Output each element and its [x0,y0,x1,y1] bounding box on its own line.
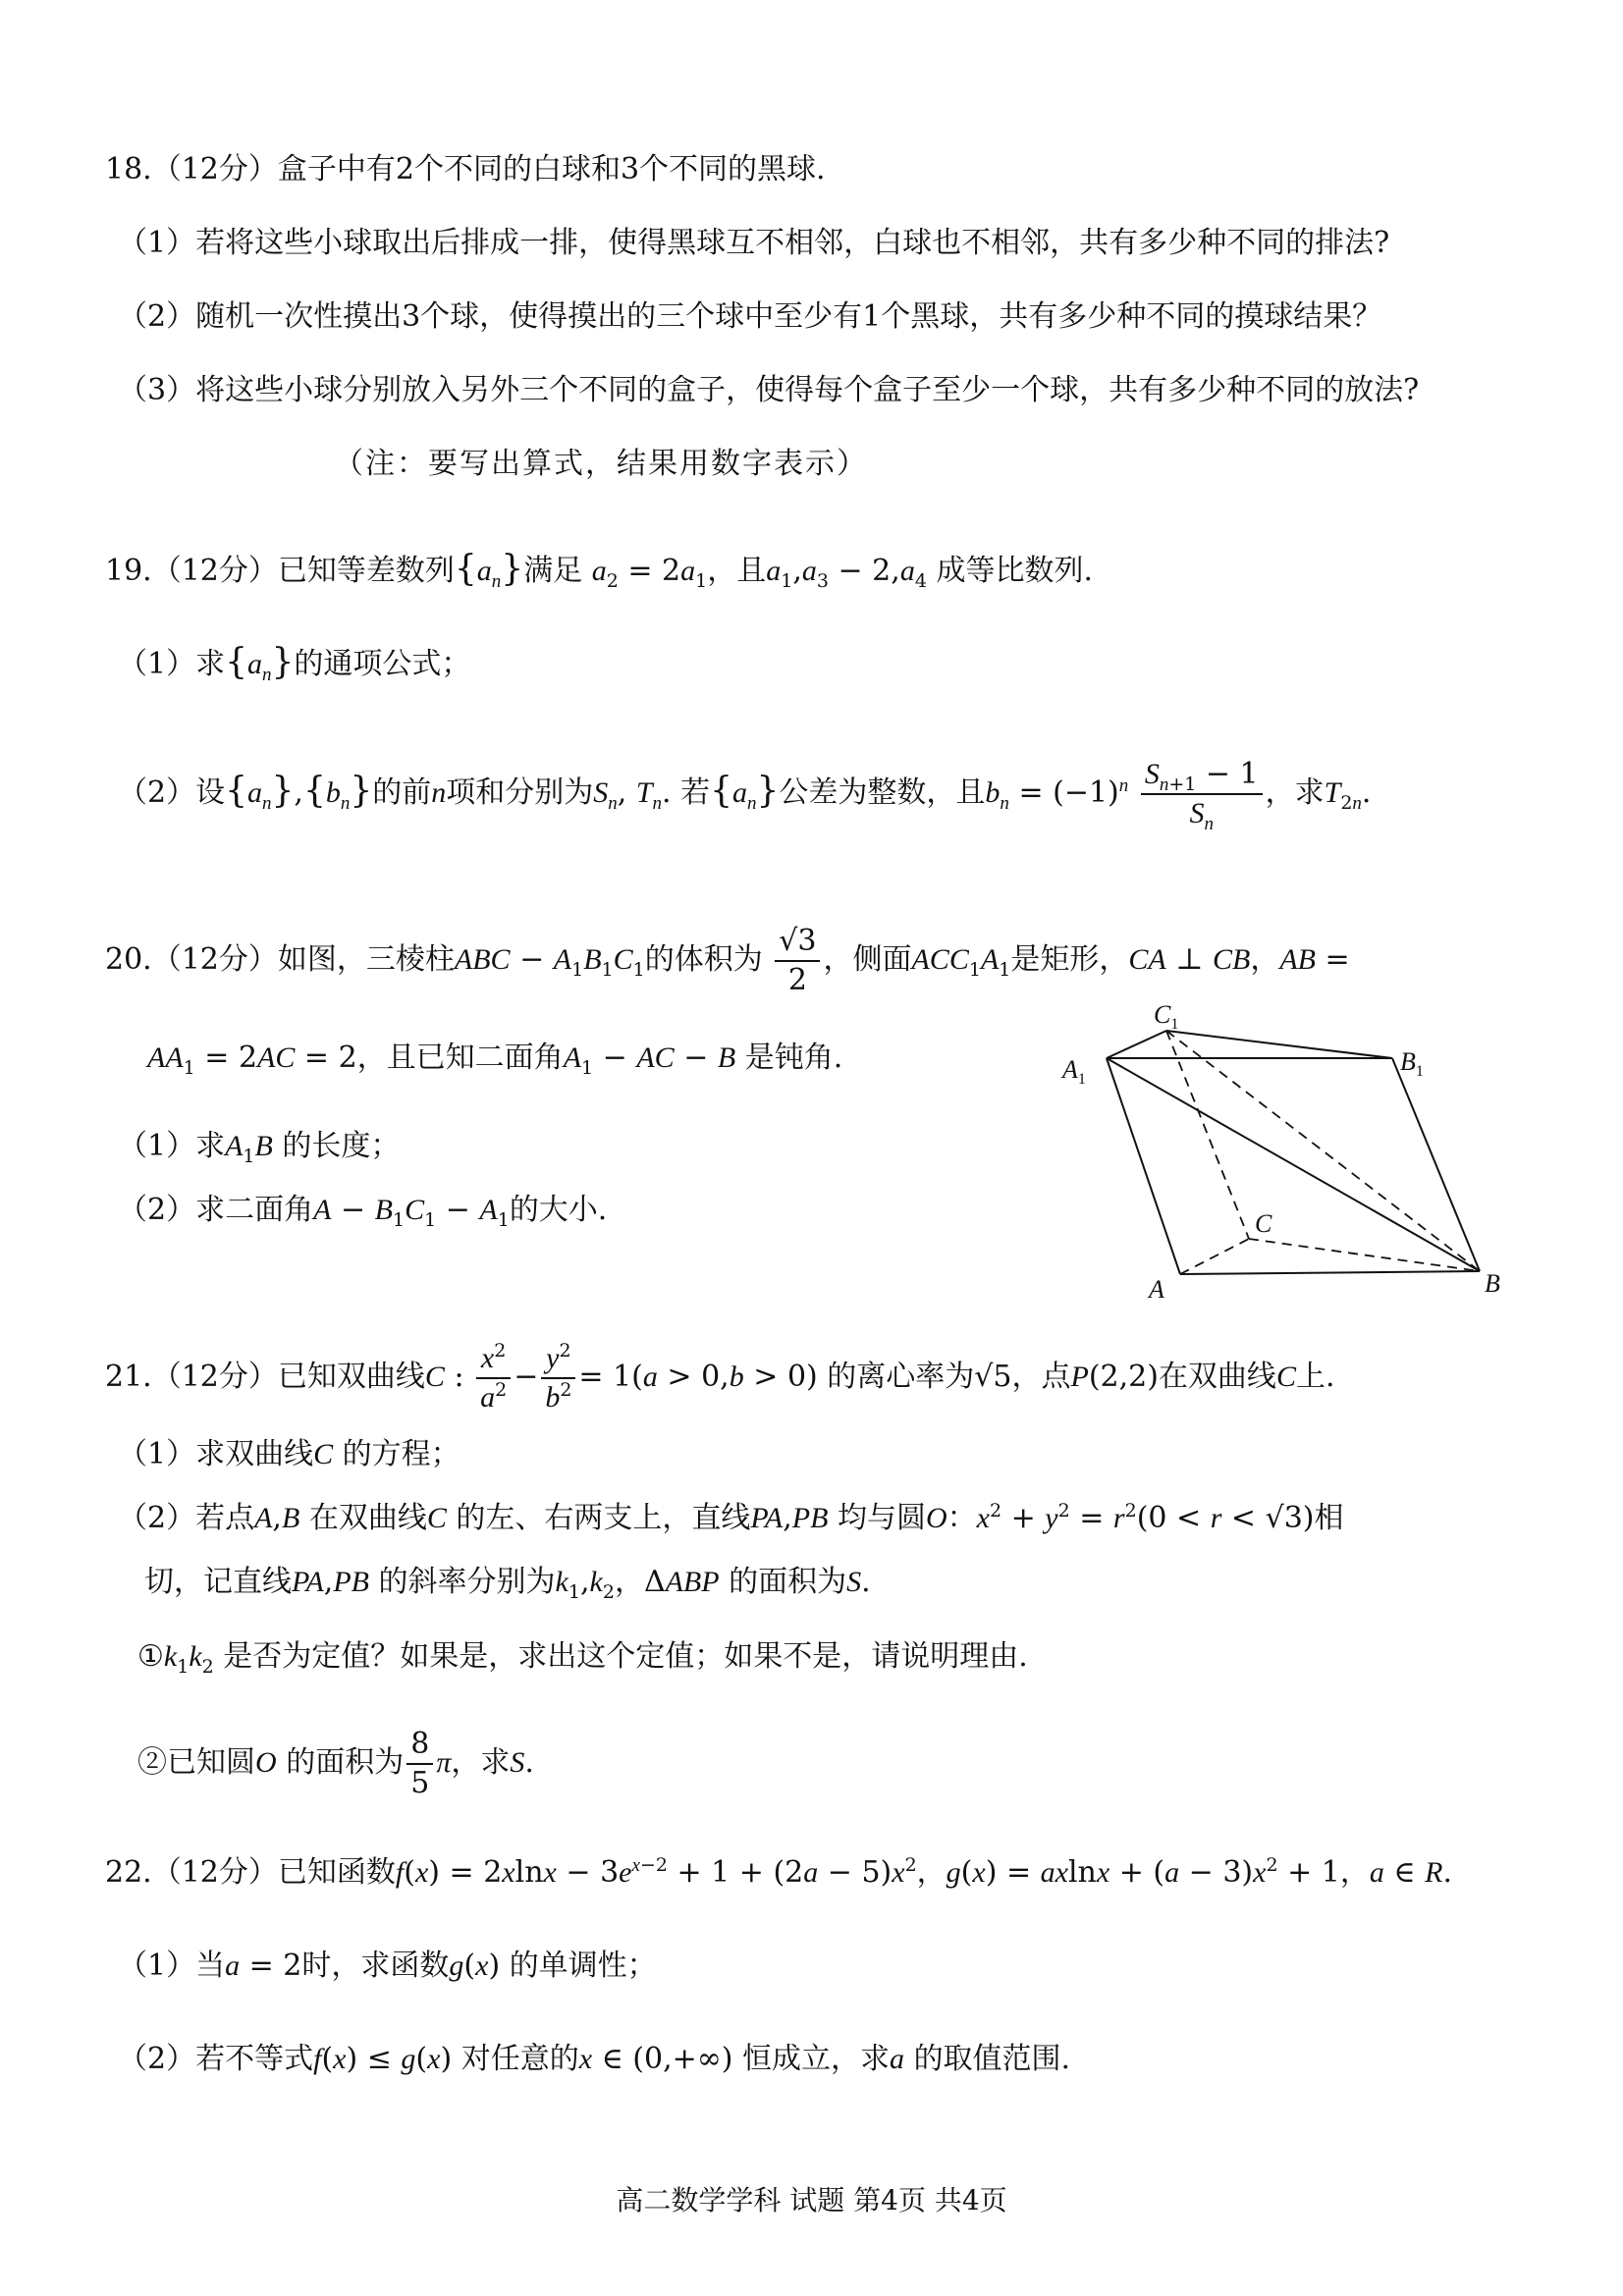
q21-stem: 21.（12分）已知双曲线C : $\frac{x^2}{a^2}$ − $\frac{y^2}{b^2}$ = 1(a > 0,b > 0) 的离心率为√5，点P(2,2)在双曲线C上. [105,1340,1335,1414]
q21-part1: （1）求双曲线C 的方程； [118,1437,460,1471]
hidden-edge-c1-b [1166,1031,1480,1271]
label-c: C [1255,1209,1272,1238]
q21-part2: （2）若点A,B 在双曲线C 的左、右两支上，直线PA,PB 均与圆O：$x^2 + y^2 = r^2(0 < r < √3)$相 [118,1500,1344,1535]
q21-sub1: $①k_1k_2$ 是否为定值？如果是，求出这个定值；如果不是，请说明理由. [137,1639,1028,1678]
prism-figure [1055,991,1517,1315]
q18-note: （注：要写出算式，结果用数字表示） [334,447,868,481]
label-a1: $A_1$ [1062,1055,1086,1088]
label-b1: $B_1$ [1400,1047,1424,1080]
label-a: A [1149,1275,1164,1304]
q20-part2: （2）求二面角$A - B_1C_1 - A_1$的大小. [118,1193,608,1231]
edge-b1-b [1392,1058,1480,1271]
q18-part3: （3）将这些小球分别放入另外三个不同的盒子，使得每个盒子至少一个球，共有多少种不同的放法? [118,373,1420,407]
q19-part1: （1）求$\{a_n\}$的通项公式； [118,642,471,685]
page-footer: 高二数学学科 试题 第4页 共4页 [616,2184,1007,2216]
q18-part2: （2）随机一次性摸出3个球，使得摸出的三个球中至少有1个黑球，共有多少种不同的摸球结果？ [118,299,1382,334]
q20-stem: 20.（12分）如图，三棱柱ABC − $A_1B_1C_1$的体积为 $\frac{√3}{2}$ ，侧面$ACC_1A_1$是矩形，CA ⊥ CB，AB = [105,924,1350,997]
edge-a-b [1180,1271,1480,1274]
label-b: B [1485,1269,1500,1298]
q19-part2: （2）设$\{a_n\},\{b_n\}$的前n项和分别为$S_n$, $T_n$. 若$\{a_n\}$公差为整数，且$b_n = (-1)^n$ $\frac{S_{n+1} - 1}{S_n}$ ，求$T_{2n}$. [118,757,1372,834]
q20-part1: （1）求$A_1B$ 的长度； [118,1129,401,1167]
q18-stem: 18.（12分）盒子中有2个不同的白球和3个不同的黑球. [105,152,826,187]
q21-sub2: ②已知圆O 的面积为 $\frac{8}{5}$ π，求S. [137,1727,534,1800]
edge-a1-b [1107,1058,1480,1271]
q22-part1: （1）当a = 2时，求函数g(x) 的单调性； [118,1949,657,1983]
edge-a1-c1 [1107,1031,1166,1058]
q20-stem-line2: $AA_1 = 2AC = 2$，且已知二面角$A_1$ − AC − B 是钝角. [147,1041,843,1079]
hidden-edge-a-c [1180,1239,1249,1274]
edge-a1-a [1107,1058,1180,1274]
q19-stem: 19.（12分）已知等差数列$\{a_n\}$满足 $a_2 = 2a_1$，且$a_1,a_3 - 2,a_4$ 成等比数列. [105,549,1093,592]
label-c1: $C_1$ [1154,1000,1179,1033]
q22-stem: 22.（12分）已知函数$f(x) = 2xlnx - 3e^{x-2} + 1 + (2a - 5)x^2$，$g(x) = axlnx + (a - 3)x^2 + 1$，a ∈ R. [105,1854,1452,1890]
q22-part2: （2）若不等式f(x) ≤ g(x) 对任意的x ∈ (0,+∞) 恒成立，求a 的取值范围. [118,2042,1071,2076]
q18-part1: （1）若将这些小球取出后排成一排，使得黑球互不相邻，白球也不相邻，共有多少种不同的排法? [118,226,1390,260]
edge-c1-b1 [1166,1031,1392,1058]
q21-part2-line2: 切，记直线PA,PB 的斜率分别为$k_1,k_2$，ΔABP 的面积为S. [144,1565,871,1603]
